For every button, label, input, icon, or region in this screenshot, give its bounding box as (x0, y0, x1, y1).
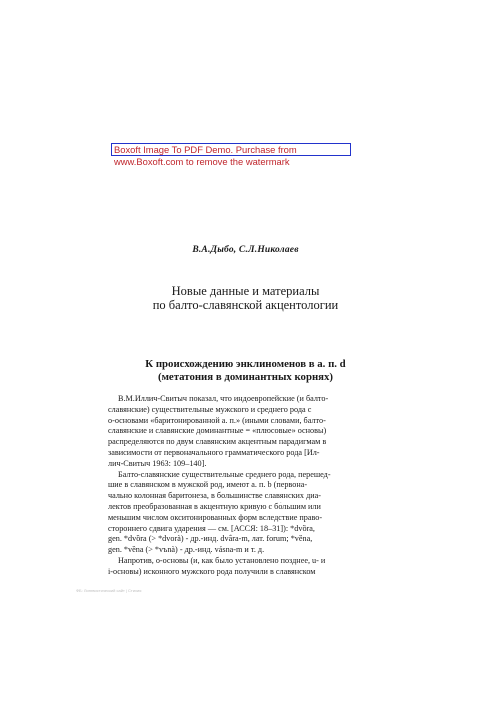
body-line: gen. *dvȍra (> *dvorà) - др.-инд. dvā́ra-m, лат. forum; *vȅna, (108, 534, 313, 544)
body-line: славянские и славянские доминантные = «плюсовые» основы) (108, 426, 327, 436)
watermark-line-1: Boxoft Image To PDF Demo. Purchase from (111, 143, 351, 156)
article-title-line-1: Новые данные и материалы (171, 284, 320, 298)
body-line: стороннего сдвига ударения — см. [АССЯ: 18–31]): *dvȍra, (108, 523, 315, 533)
body-line: i-основы) исконного мужского рода получили в славянском (108, 566, 316, 576)
body-line: славянские) существительные мужского и среднего рода с (108, 404, 312, 414)
body-line: распределяются по двум славянским акцентным парадигмам в (108, 437, 327, 447)
section-heading-line-1: К происхождению энклиноменов в а. п. d (145, 358, 346, 370)
body-line: Балто-славянские существительные среднего рода, перешед- (118, 469, 331, 479)
body-text (108, 394, 380, 578)
authors: В.А.Дыбо, С.Л.Николаев (192, 245, 299, 255)
article-title-line-2: по балто-славянской акцентологии (152, 298, 339, 312)
body-line: шие в славянском в мужской род, имеют а. п. b (первона- (108, 480, 308, 490)
watermark (111, 143, 351, 167)
body-line: меньшим числом окситонированных форм вследствие право- (108, 512, 323, 522)
section-heading-line-2: (метатония в доминантных корнях) (157, 371, 334, 383)
body-line: чально колонная баритонеза, в большинстве славянских диа- (108, 491, 321, 501)
body-line: о-основами «баритонированной а. п.» (иными словами, балто- (108, 415, 326, 425)
body-line: зависимости от первоначального грамматического рода [Ил- (108, 447, 320, 457)
body-line: В.М.Иллич-Свитыч показал, что индоевропейские (и балто- (118, 394, 329, 403)
body-line: лич-Свитыч 1963: 109–140]. (108, 458, 207, 468)
section-heading (0, 358, 491, 384)
footer-watermark: ФБ: Лингвистический сайт | Стихия (76, 588, 142, 593)
body-line: лектов преобразованная в акцентную кривую с бо́льшим или (108, 501, 321, 511)
article-title (0, 284, 491, 312)
body-line: gen. *vȅna (> *vъnà) - др.-инд. vásna-m и т. д. (108, 545, 265, 555)
watermark-line-2: www.Boxoft.com to remove the watermark (114, 156, 290, 167)
body-line: Напротив, о-основы (и, как было установлено позднее, u- и (118, 555, 326, 565)
